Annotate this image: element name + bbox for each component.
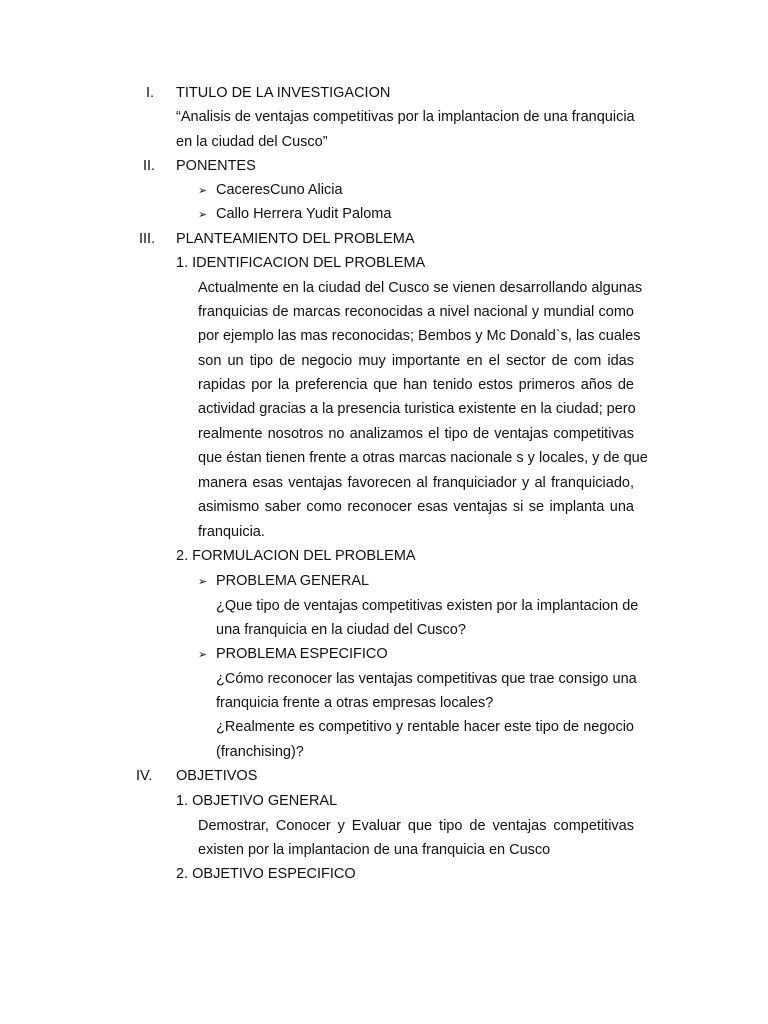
paragraph-line: son un tipo de negocio muy importante en el sector de com idas <box>198 353 634 369</box>
paragraph-line: existen por la implantacion de una franquicia en Cusco <box>198 842 551 858</box>
problem-especifico-heading: PROBLEMA ESPECIFICO <box>216 646 388 662</box>
paragraph-line: franquicia frente a otras empresas locales? <box>216 695 494 711</box>
bullet-arrow-icon: ➢ <box>198 649 208 661</box>
paragraph-line: Actualmente en la ciudad del Cusco se vienen desarrollando algunas <box>198 280 643 296</box>
paragraph-line: Demostrar, Conocer y Evaluar que tipo de ventajas competitivas <box>198 818 634 834</box>
section-numeral-4: IV. <box>136 768 153 784</box>
paragraph-line: manera esas ventajas favorecen al franquiciador y al franquiciado, <box>198 475 634 491</box>
section-numeral-2: II. <box>143 158 156 174</box>
bullet-arrow-icon: ➢ <box>198 576 208 588</box>
paragraph-line: ¿Realmente es competitivo y rentable hacer este tipo de negocio <box>216 719 634 735</box>
subheading-identificacion: 1. IDENTIFICACION DEL PROBLEMA <box>176 255 426 271</box>
author-name: CaceresCuno Alicia <box>216 182 343 198</box>
paragraph-line: franquicias de marcas reconocidas a nivel nacional y mundial como <box>198 304 634 320</box>
bullet-arrow-icon: ➢ <box>198 185 208 197</box>
section-numeral-3: III. <box>139 231 156 247</box>
paragraph-line: (franchising)? <box>216 744 304 760</box>
problem-especifico-item <box>198 645 388 664</box>
section-heading-planteamiento: PLANTEAMIENTO DEL PROBLEMA <box>176 231 415 247</box>
paragraph-line: rapidas por la preferencia que han tenido estos primeros años de <box>198 377 634 393</box>
problem-general-item <box>198 572 369 591</box>
paragraph-line: franquicia. <box>198 524 265 540</box>
paragraph-line: por ejemplo las mas reconocidas; Bembos y Mc Donald`s, las cuales <box>198 328 641 344</box>
paragraph-line: realmente nosotros no analizamos el tipo de ventajas competitivas <box>198 426 634 442</box>
paragraph-line: una franquicia en la ciudad del Cusco? <box>216 622 466 638</box>
title-line: “Analisis de ventajas competitivas por la implantacion de una franquicia <box>176 109 635 125</box>
section-heading-ponentes: PONENTES <box>176 158 256 174</box>
paragraph-line: actividad gracias a la presencia turistica existente en la ciudad; pero <box>198 401 636 417</box>
problem-general-heading: PROBLEMA GENERAL <box>216 573 370 589</box>
author-item <box>198 181 343 200</box>
author-item <box>198 205 391 224</box>
author-name: Callo Herrera Yudit Paloma <box>216 206 392 222</box>
section-heading-title: TITULO DE LA INVESTIGACION <box>176 85 391 101</box>
paragraph-line: ¿Cómo reconocer las ventajas competitivas que trae consigo una <box>216 671 637 687</box>
subheading-objetivo-general: 1. OBJETIVO GENERAL <box>176 793 338 809</box>
paragraph-line: que éstan tienen frente a otras marcas nacionale s y locales, y de que <box>198 450 648 466</box>
section-numeral-1: I. <box>146 85 155 101</box>
title-line: en la ciudad del Cusco” <box>176 134 328 150</box>
paragraph-line: asimismo saber como reconocer esas ventajas si se implanta una <box>198 499 634 515</box>
section-heading-objetivos: OBJETIVOS <box>176 768 258 784</box>
paragraph-line: ¿Que tipo de ventajas competitivas existen por la implantacion de <box>216 598 639 614</box>
bullet-arrow-icon: ➢ <box>198 209 208 221</box>
subheading-formulacion: 2. FORMULACION DEL PROBLEMA <box>176 548 416 564</box>
subheading-objetivo-especifico: 2. OBJETIVO ESPECIFICO <box>176 866 356 882</box>
